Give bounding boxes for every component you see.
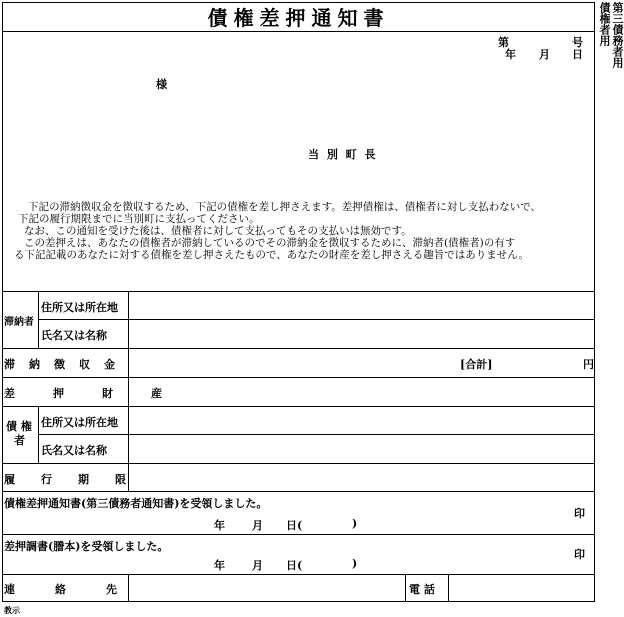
line-row-4 — [2, 406, 595, 407]
body-line-5: る下記記載のあなたに対する債権を差し押さえたもので、あなたの財産を差し押さえる趣旨ではありません。 — [14, 249, 529, 261]
body-line-3: なお、この通知を受けた後は、債権者に対して支払ってもその支払いは無効です。 — [24, 225, 412, 237]
receipt-2-text: 差押調書(謄本)を受領しました。 — [4, 540, 169, 553]
body-line-2: 下記の履行期限までに当別町に支払ってください。 — [18, 213, 260, 225]
creditor-label-bottom: 者 — [14, 434, 25, 447]
side-label-third-debtor: 第三債務者用 — [611, 2, 624, 68]
line-row-3 — [2, 377, 595, 378]
line-row-9 — [2, 574, 595, 575]
line-row-2 — [2, 348, 595, 349]
notice-body — [14, 201, 574, 261]
title-row — [2, 2, 595, 32]
seized-property-label: 差押財産 — [4, 387, 200, 400]
delinquent-amount-label: 滞納徴収金 — [4, 358, 129, 371]
receipt-2-month: 月 — [252, 559, 263, 572]
receipt-2-day: 日( — [286, 559, 303, 572]
contact-label: 連絡先 — [4, 583, 157, 596]
side-label-creditor: 債権者用 — [598, 2, 611, 46]
total-label: [合計] — [460, 358, 493, 371]
date-month: 月 — [539, 48, 550, 61]
issuer: 当 別 町 長 — [308, 148, 378, 161]
creditor-label-top: 債 権 — [6, 420, 32, 433]
receipt-1-day: 日( — [286, 519, 303, 532]
receipt-1-close: ) — [352, 517, 358, 530]
yen-unit: 円 — [583, 358, 594, 371]
phone-divider-left — [405, 574, 406, 602]
number-prefix: 第 — [498, 36, 509, 49]
receipt-1-seal: 印 — [574, 507, 585, 520]
date-year: 年 — [505, 48, 516, 61]
line-row-6 — [2, 463, 595, 464]
taxpayer-address-label: 住所又は所在地 — [41, 301, 118, 314]
phone-divider-right — [448, 574, 449, 602]
document-title: 債権差押通知書 — [207, 6, 390, 30]
creditor-name-label: 氏名又は名称 — [41, 444, 107, 457]
receipt-1-text: 債権差押通知書(第三債務者通知書)を受領しました。 — [4, 497, 268, 510]
body-line-4: この差押えは、あなたの債権者が滞納しているのでその滞納金を徴収するために、滞納者(債権者)の有す — [24, 237, 516, 249]
receipt-2-year: 年 — [214, 559, 225, 572]
taxpayer-sub-divider — [38, 291, 39, 348]
line-creditor-mid — [38, 434, 595, 435]
date-day: 日 — [572, 48, 583, 61]
deadline-label: 履行期限 — [4, 473, 152, 486]
creditor-address-label: 住所又は所在地 — [41, 416, 118, 429]
taxpayer-label: 滞納者 — [4, 317, 34, 328]
receipt-2-seal: 印 — [574, 548, 585, 561]
addressee-honorific: 様 — [156, 78, 167, 91]
line-taxpayer-mid — [38, 319, 595, 320]
line-row-7 — [2, 491, 595, 492]
phone-label: 電 話 — [409, 583, 435, 596]
receipt-1-year: 年 — [214, 519, 225, 532]
table-top-line — [2, 291, 595, 292]
receipt-1-month: 月 — [252, 519, 263, 532]
receipt-2-close: ) — [352, 557, 358, 570]
creditor-sub-divider — [38, 406, 39, 463]
line-row-8 — [2, 534, 595, 535]
number-suffix: 号 — [572, 36, 583, 49]
taxpayer-name-label: 氏名又は名称 — [41, 329, 107, 342]
body-line-1: 下記の滞納徴収金を徴収するため、下記の債権を差し押さえます。差押債権は、債権者に対し支払わないで、 — [28, 201, 542, 213]
footer-note: 教示 — [4, 605, 20, 615]
